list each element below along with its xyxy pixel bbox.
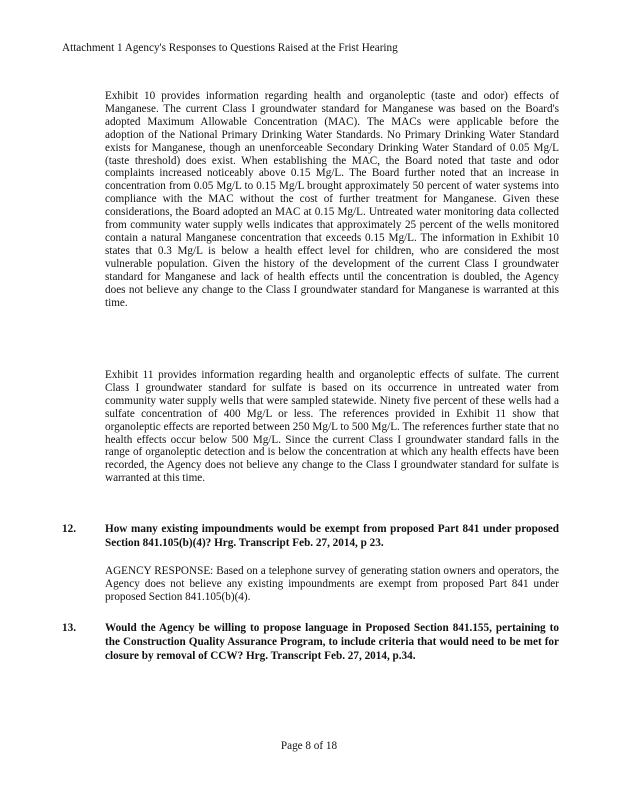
page-footer: Page 8 of 18 [280, 740, 338, 752]
question-13-number: 13. [62, 622, 76, 634]
manganese-paragraph: Exhibit 10 provides information regarding health and organoleptic (taste and odor) effects of Manganese. The current Class I groundwater standard for Manganese was based on the Board's adopted Maximum Allowable Concentration (MAC). The MACs were applicable before the adoption of the National Primary Drinking Water Standards. No Primary Drinking Water Standard exists for Manganese, though an unenforceable Secondary Drinking Water Standard of 0.05 Mg/L (taste threshold) does exist. When establishing the MAC, the Board noted that taste and odor complaints increased noticeably above 0.15 Mg/L. The Board further noted that an increase in concentration from 0.05 Mg/L to 0.15 Mg/L brought approximately 50 percent of water systems into compliance with the MAC without the cost of further treatment for Manganese. Given these considerations, the Board adopted an MAC at 0.15 Mg/L. Untreated water monitoring data collected from community water supply wells indicates that approximately 25 percent of the wells monitored contain a natural Manganese concentration that exceeds 0.15 Mg/L. The information in Exhibit 10 states that 0.3 Mg/L is below a health effect level for children, who are considered the most vulnerable population. Given the history of the development of the current Class I groundwater standard for Manganese and lack of health effects until the concentration is doubled, the Agency does not believe any change to the Class I groundwater standard for Manganese is warranted at this time. [105, 90, 559, 309]
page-header: Attachment 1 Agency's Responses to Questions Raised at the Frist Hearing [62, 42, 398, 54]
question-12-response: AGENCY RESPONSE: Based on a telephone survey of generating station owners and operators, the Agency does not believe any existing impoundments are exempt from proposed Part 841 under proposed Section 841.105(b)(4). [105, 565, 559, 603]
question-13-text: Would the Agency be willing to propose language in Proposed Section 841.155, pertaining to the Construction Quality Assurance Program, to include criteria that would need to be met for closure by removal of CCW? Hrg. Transcript Feb. 27, 2014, p.34. [105, 622, 559, 662]
question-12-text: How many existing impoundments would be exempt from proposed Part 841 under proposed Section 841.105(b)(4)? Hrg. Transcript Feb. 27, 2014, p 23. [105, 523, 559, 549]
question-12-number: 12. [62, 523, 76, 535]
sulfate-paragraph: Exhibit 11 provides information regarding health and organoleptic effects of sulfate. The current Class I groundwater standard for sulfate is based on its occurrence in untreated water from community water supply wells that were sampled statewide. Ninety five percent of these wells had a sulfate concentration of 400 Mg/L or less. The references provided in Exhibit 11 show that organoleptic effects are reported between 250 Mg/L to 500 Mg/L. The references further state that no health effects occur below 500 Mg/L. Since the current Class I groundwater standard falls in the range of organoleptic detection and is below the concentration at which any health effects have been recorded, the Agency does not believe any change to the Class I groundwater standard for sulfate is warranted at this time. [105, 369, 559, 485]
